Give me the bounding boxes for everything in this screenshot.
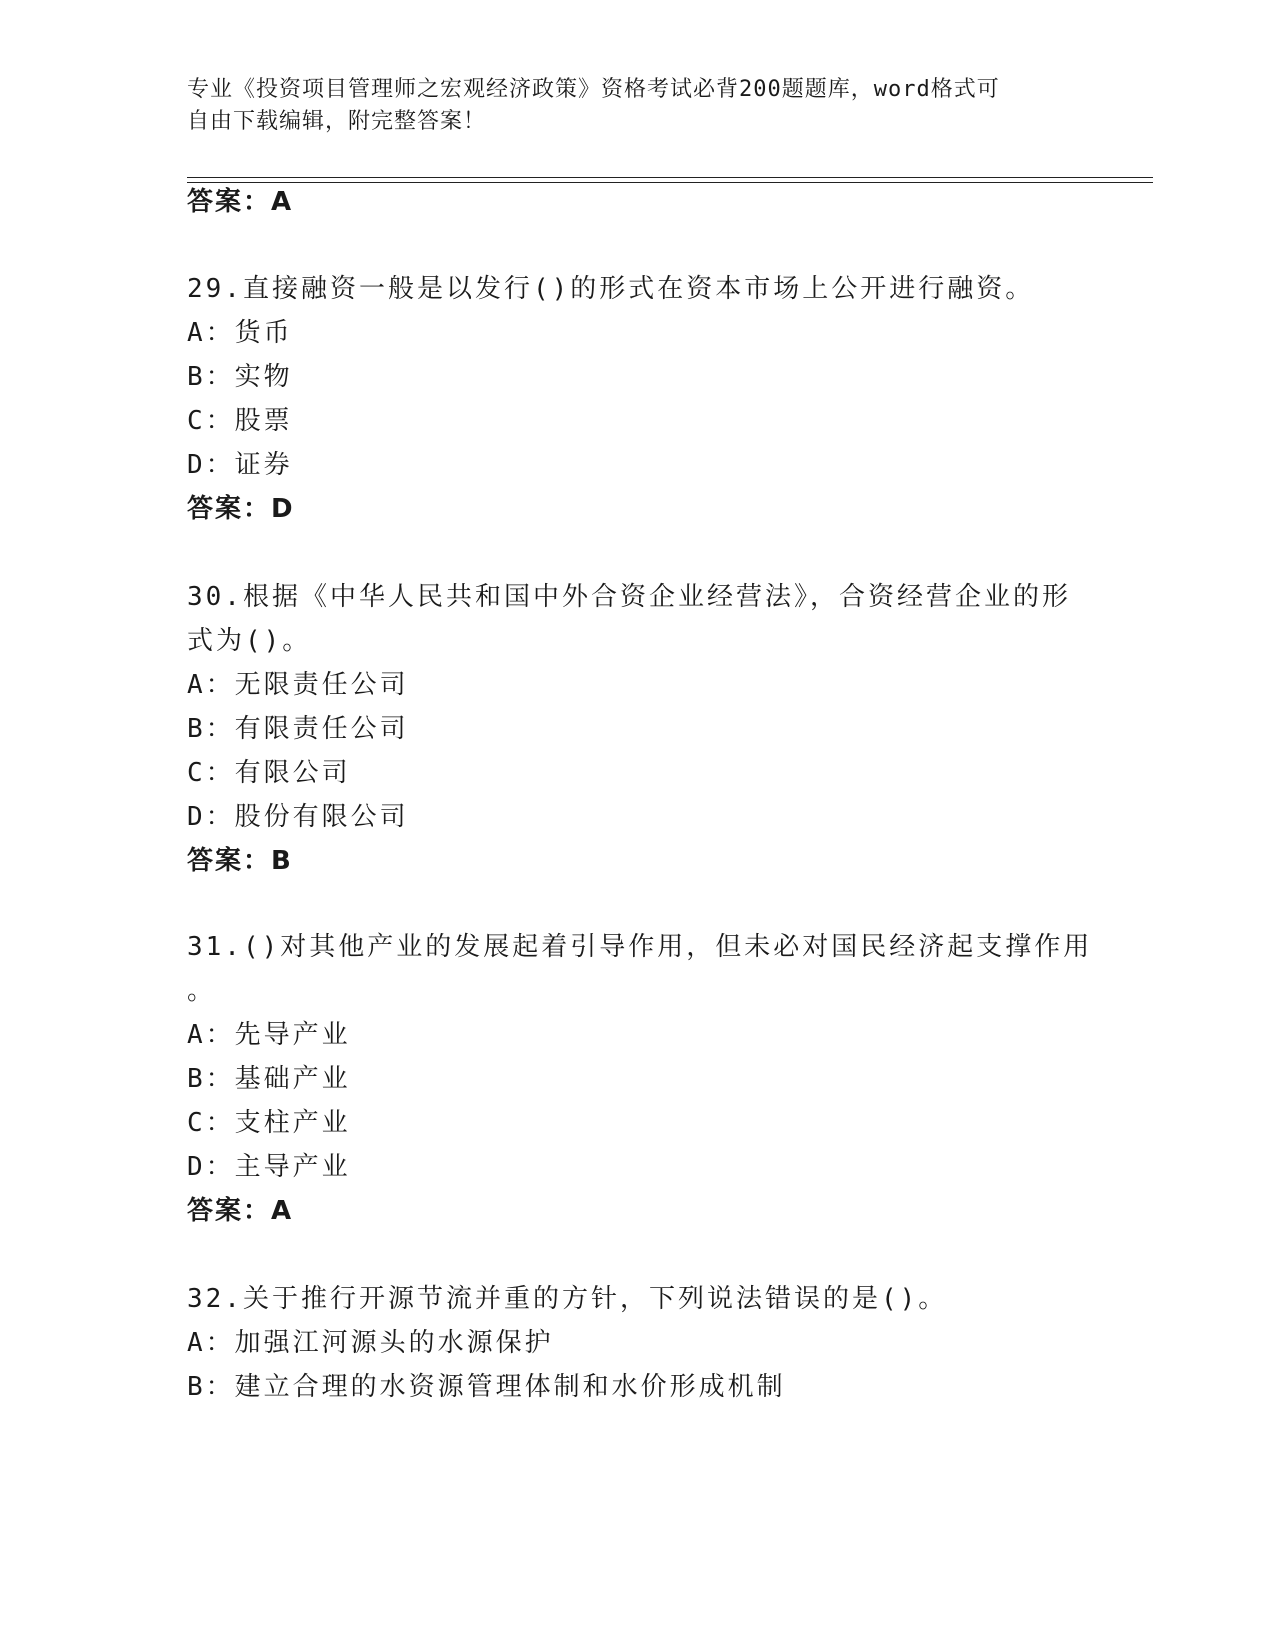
- question-30-stem-line-2: 式为()。: [187, 626, 312, 656]
- question-29-option-c: C：股票: [187, 406, 293, 436]
- question-30-option-d: D：股份有限公司: [187, 802, 409, 832]
- question-31-option-c: C：支柱产业: [187, 1108, 351, 1138]
- question-31-option-d: D：主导产业: [187, 1152, 351, 1182]
- question-32-option-a: A：加强江河源头的水源保护: [187, 1328, 554, 1358]
- previous-answer: 答案：A: [187, 187, 294, 217]
- question-31-answer: 答案：A: [187, 1196, 294, 1226]
- question-31-option-b: B：基础产业: [187, 1064, 351, 1094]
- question-29-stem: 29.直接融资一般是以发行()的形式在资本市场上公开进行融资。: [187, 274, 1035, 304]
- question-32-option-b: B：建立合理的水资源管理体制和水价形成机制: [187, 1372, 786, 1402]
- question-31-stem-line-1: 31.()对其他产业的发展起着引导作用，但未必对国民经济起支撑作用: [187, 932, 1093, 962]
- question-29-option-d: D：证券: [187, 450, 293, 480]
- question-29-option-a: A：货币: [187, 318, 293, 348]
- document-header: [187, 74, 1067, 138]
- question-30-answer: 答案：B: [187, 846, 293, 876]
- question-32-stem: 32.关于推行开源节流并重的方针，下列说法错误的是()。: [187, 1284, 948, 1314]
- question-30-stem-line-1: 30.根据《中华人民共和国中外合资企业经营法》，合资经营企业的形: [187, 582, 1071, 612]
- header-divider-top: [187, 177, 1153, 178]
- header-divider-bottom: [187, 182, 1153, 183]
- question-30-option-b: B：有限责任公司: [187, 714, 409, 744]
- header-line-1: 专业《投资项目管理师之宏观经济政策》资格考试必背200题题库，word格式可: [187, 77, 1000, 102]
- header-line-2: 自由下载编辑，附完整答案！: [187, 109, 487, 134]
- question-31-option-a: A：先导产业: [187, 1020, 351, 1050]
- question-29-answer: 答案：D: [187, 494, 295, 524]
- question-31-stem-line-2: 。: [187, 976, 217, 1006]
- question-30-option-a: A：无限责任公司: [187, 670, 409, 700]
- question-29-option-b: B：实物: [187, 362, 293, 392]
- question-30-option-c: C：有限公司: [187, 758, 351, 788]
